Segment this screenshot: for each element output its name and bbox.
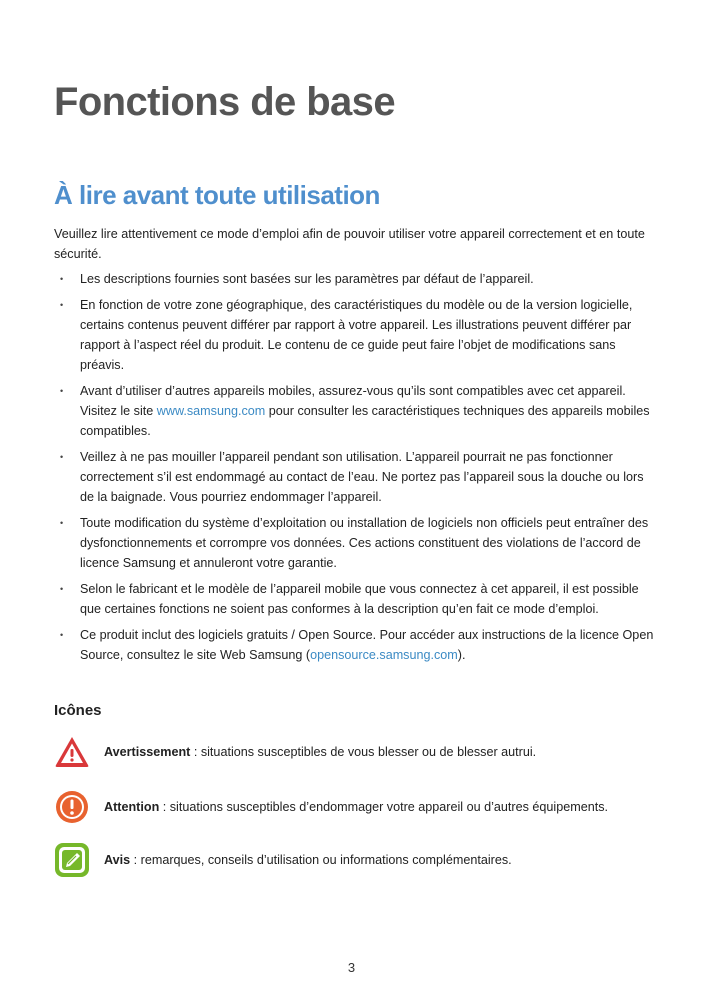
- bullet-item: [54, 381, 654, 441]
- bullet-item: [54, 513, 654, 573]
- icon-row-caution: [54, 789, 674, 825]
- bullet-text: En fonction de votre zone géographique, des caractéristiques du modèle ou de la version logicielle, certains contenus peuvent différer par rapport à votre appareil. Les illustrations peuvent différer par rapport à l’aspect réel du produit. Le contenu de ce guide peut faire l’objet de modifications sans préavis.: [80, 298, 633, 372]
- icon-description: [104, 851, 512, 869]
- bullet-item: [54, 625, 654, 665]
- icons-heading: Icônes: [54, 702, 102, 719]
- bullet-text: Toute modification du système d’exploitation ou installation de logiciels non officiels peut entraîner des dysfonctionnements et corrompre vos données. Ces actions constituent des violations de l’accord de licence Samsung et annuleront votre garantie.: [80, 516, 649, 570]
- bullet-item: [54, 579, 654, 619]
- icon-description: [104, 743, 536, 761]
- bullet-text: Ce produit inclut des logiciels gratuits / Open Source. Pour accéder aux instructions de la licence Open Source, consultez le site Web Samsung (: [80, 628, 654, 662]
- page-number: 3: [347, 960, 356, 975]
- bullet-text: ).: [457, 648, 466, 662]
- bullet-list: [54, 269, 654, 671]
- icon-desc: : situations susceptibles de vous blesser ou de blesser autrui.: [190, 745, 537, 759]
- bullet-item: [54, 447, 654, 507]
- samsung-website-link[interactable]: www.samsung.com: [156, 404, 266, 418]
- bullet-text: Veillez à ne pas mouiller l’appareil pendant son utilisation. L’appareil pourrait ne pas fonctionner correctement s’il est endommagé au contact de l’eau. Ne portez pas l’appareil sous la douche ou lors de la baignade. Vous pourriez endommager l’appareil.: [80, 450, 644, 504]
- icon-row-warning: [54, 734, 674, 770]
- note-pencil-icon: [54, 842, 90, 878]
- caution-circle-icon: [54, 789, 90, 825]
- bullet-item: [54, 295, 654, 375]
- bullet-item: [54, 269, 654, 289]
- bullet-text: Avant d’utiliser d’autres appareils mobiles, assurez-vous qu’ils sont compatibles avec cet appareil. Visitez le site: [80, 384, 626, 418]
- icon-row-note: [54, 842, 674, 878]
- icon-desc: : remarques, conseils d’utilisation ou informations complémentaires.: [130, 853, 512, 867]
- bullet-text: pour consulter les caractéristiques techniques des appareils mobiles compatibles.: [80, 404, 650, 438]
- page-title: Fonctions de base: [54, 80, 395, 124]
- warning-triangle-icon: [54, 734, 90, 770]
- icon-label: Avertissement: [104, 745, 191, 759]
- icon-label: Avis: [104, 853, 131, 867]
- icon-description: [104, 798, 608, 816]
- section-title: À lire avant toute utilisation: [54, 180, 380, 210]
- opensource-link[interactable]: opensource.samsung.com: [310, 648, 458, 662]
- intro-paragraph: Veuillez lire attentivement ce mode d’emploi afin de pouvoir utiliser votre appareil correctement et en toute sécurité.: [54, 227, 645, 261]
- bullet-text: Les descriptions fournies sont basées sur les paramètres par défaut de l’appareil.: [80, 272, 534, 286]
- icon-desc: : situations susceptibles d’endommager votre appareil ou d’autres équipements.: [159, 800, 608, 814]
- icon-label: Attention: [104, 800, 160, 814]
- bullet-text: Selon le fabricant et le modèle de l’appareil mobile que vous connectez à cet appareil, il est possible que certaines fonctions ne soient pas conformes à la description qu’en fait ce mode d’emploi.: [80, 582, 639, 616]
